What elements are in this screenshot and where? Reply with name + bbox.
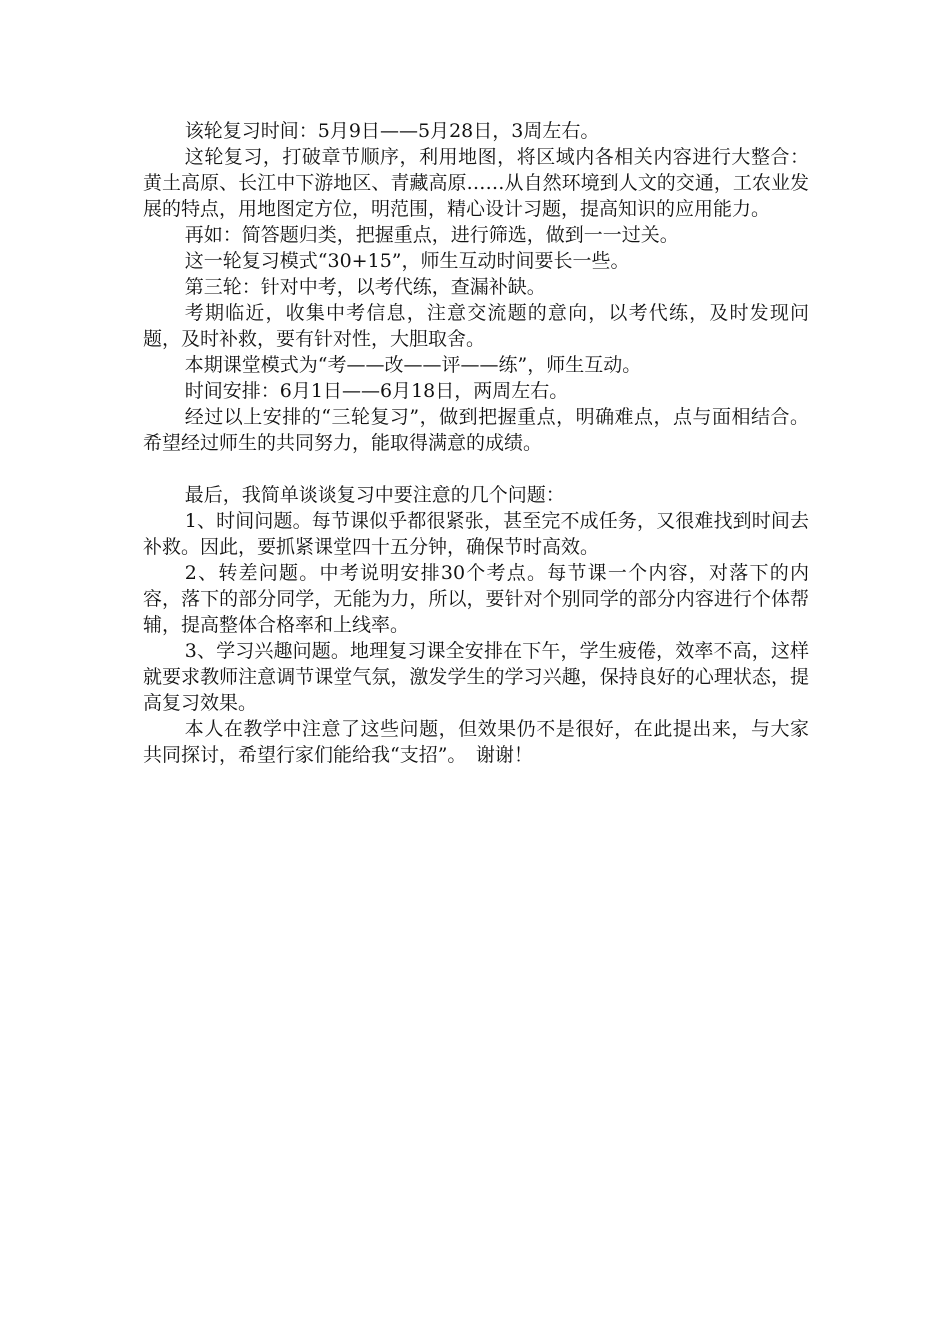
- paragraph-issue-weak-students: 2、转差问题。中考说明安排30个考点。每节课一个内容，对落下的内容，落下的部分同学，无能为力，所以，要针对个别同学的部分内容进行个体帮辅，提高整体合格率和上线率。: [143, 562, 809, 636]
- paragraph-issue-interest: 3、学习兴趣问题。地理复习课全安排在下午，学生疲倦，效率不高，这样就要求教师注意调节课堂气氛，激发学生的学习兴趣，保持良好的心理状态，提高复习效果。: [143, 640, 809, 714]
- section-review-rounds: [143, 118, 809, 456]
- paragraph-region-integration: 这轮复习，打破章节顺序，利用地图，将区域内各相关内容进行大整合：黄土高原、长江中下游地区、青藏高原……从自然环境到人文的交通，工农业发展的特点，用地图定方位，明范围，精心设计习题，提高知识的应用能力。: [143, 146, 809, 220]
- document-page: [143, 118, 809, 768]
- paragraph-class-mode: 本期课堂模式为“考——改——评——练”，师生互动。: [184, 354, 642, 376]
- paragraph-closing: 本人在教学中注意了这些问题，但效果仍不是很好，在此提出来，与大家共同探讨，希望行家们能给我“支招”。 谢谢！: [143, 718, 809, 766]
- paragraph-issues-intro: 最后，我简单谈谈复习中要注意的几个问题：: [184, 484, 565, 506]
- paragraph-issue-time: 1、时间问题。每节课似乎都很紧张，甚至完不成任务，又很难找到时间去补救。因此，要抓紧课堂四十五分钟，确保节时高效。: [143, 510, 809, 558]
- paragraph-short-answer: 再如：简答题归类，把握重点，进行筛选，做到一一过关。: [184, 224, 679, 246]
- paragraph-review-time: 该轮复习时间：5月9日——5月28日，3周左右。: [184, 120, 600, 142]
- section-issues: [143, 482, 809, 768]
- paragraph-third-round: 第三轮：针对中考，以考代练，查漏补缺。: [184, 276, 546, 298]
- paragraph-schedule: 时间安排：6月1日——6月18日，两周左右。: [184, 380, 569, 402]
- paragraph-exam-approach: 考期临近，收集中考信息，注意交流题的意向，以考代练，及时发现问题，及时补救，要有针对性，大胆取舍。: [143, 302, 809, 350]
- paragraph-summary: 经过以上安排的“三轮复习”，做到把握重点，明确难点，点与面相结合。希望经过师生的共同努力，能取得满意的成绩。: [143, 406, 809, 454]
- paragraph-gap: [143, 456, 809, 482]
- paragraph-review-mode: 这一轮复习模式“30+15”，师生互动时间要长一些。: [184, 250, 630, 272]
